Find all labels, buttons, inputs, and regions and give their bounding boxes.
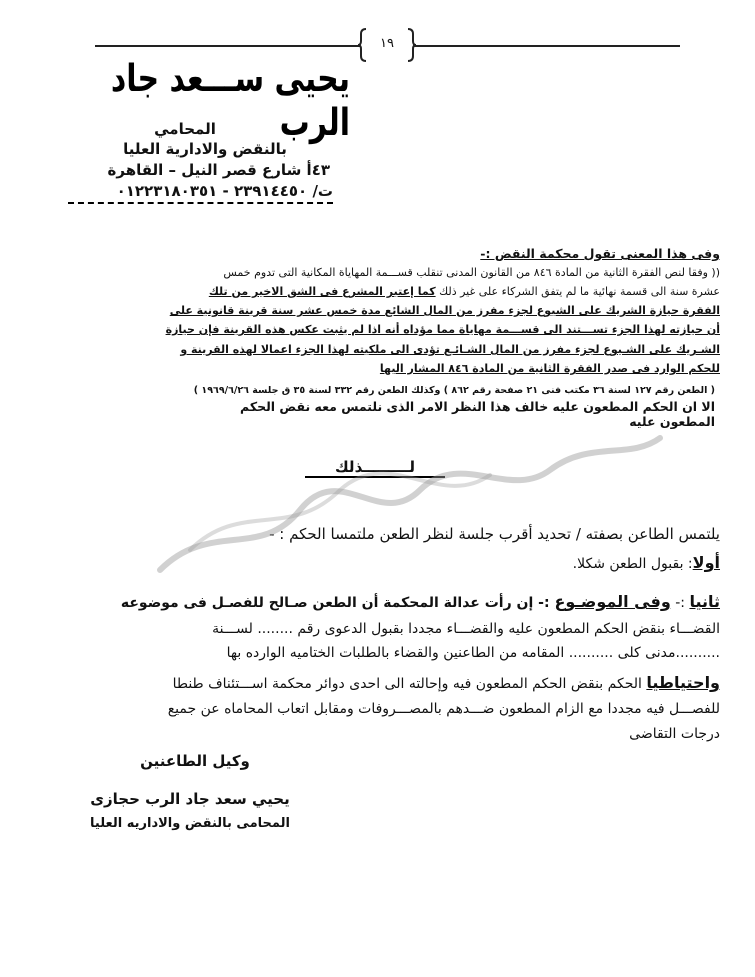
request-backup-line-3: درجات التقاضى bbox=[629, 726, 720, 742]
request-second-line-3: ..........مدنى كلى .......... المقامه من الطاعنين والقضاء بالطلبات الختاميه الوارده بها bbox=[226, 645, 720, 661]
quote-line-4 bbox=[70, 323, 720, 336]
lawyer-phone: ت/ ٢٣٩١٤٤٥٠ - ٠١٢٢٣١٨٠٣٥١ bbox=[68, 182, 333, 204]
quote-line-1: (( وفقا لنص الفقرة الثانية من المادة ٨٤٦ من القانون المدنى تنقلب قســـمة المهاياة المكانية التى تدوم خمس bbox=[223, 266, 720, 279]
request-second-sub: وفى الموضـوع bbox=[554, 592, 671, 611]
lawyer-courts: بالنقض والادارية العليا bbox=[123, 140, 287, 158]
request-backup-line-2: للفصـــل فيه مجددا مع الزام المطعون ضـــدهم بالمصـــروفات ومقابل اتعاب المحاماه عن جميع bbox=[167, 701, 720, 717]
page-number: ١٩ bbox=[380, 36, 394, 51]
lawyer-title: المحامي bbox=[154, 120, 216, 138]
quote-line-5-text: الشـريك على الشـيوع لجزء مفرز من المال الشـائـع تؤدى الى ملكيته لهذا الجزء اعمالا لهذه القرينة و bbox=[180, 343, 720, 356]
request-first-text: : بقبول الطعن شكلا. bbox=[572, 556, 693, 572]
request-first bbox=[70, 553, 720, 572]
quote-conclusion: الا ان الحكم المطعون عليه خالف هذا النظر الامر الذى نلتمس معه نقض الحكم المطعون عليه bbox=[240, 399, 715, 429]
signature-name: يحيي سعد جاد الرب حجازى bbox=[90, 790, 290, 808]
lawyer-name-heading: يحيى ســـعد جاد الرب bbox=[110, 57, 350, 145]
case-reference: ( الطعن رقم ١٢٧ لسنة ٣٦ مكتب فنى ٢١ صفحة رقم ٨٦٢ ) وكذلك الطعن رقم ٣٣٢ لسنة ٣٥ ق جلسة ١٩٦٩/٦/٢٦ ) bbox=[193, 385, 715, 396]
request-intro: يلتمس الطاعن بصفته / تحديد أقرب جلسة لنظر الطعن ملتمسا الحكم : - bbox=[269, 525, 720, 543]
section-heading-therefore: لـــــــــذلك bbox=[305, 458, 445, 478]
quote-line-6-text: للحكم الوارد فى صدر الفقرة الثانية من المادة ٨٤٦ المشار اليها bbox=[379, 362, 720, 375]
quote-line-6 bbox=[70, 362, 720, 375]
signature-title: المحامى بالنقض والاداريه العليا bbox=[90, 816, 290, 831]
request-second-text: :- إن رأت عدالة المحكمة أن الطعن صـالح للفصـل فى موضوعه bbox=[120, 595, 555, 611]
request-first-label: أولا bbox=[692, 553, 720, 572]
request-backup-label: واحتياطيا bbox=[646, 673, 720, 692]
request-second-sep: :- bbox=[675, 595, 690, 611]
request-backup bbox=[70, 673, 720, 692]
request-second bbox=[70, 592, 720, 611]
request-second-label: ثانيا bbox=[689, 592, 720, 611]
header-rule-right bbox=[414, 45, 680, 47]
request-second-line-2: القضـــاء بنقض الحكم المطعون عليه والقضـــاء مجددا بقبول الدعوى رقم ........ لســـنة bbox=[212, 621, 720, 637]
lawyer-address: ٤٣أ شارع قصر النيل – القاهرة bbox=[107, 161, 330, 179]
quote-line-2-plain: عشرة سنة الى قسمة نهائية ما لم يتفق الشركاء على غير ذلك bbox=[439, 285, 720, 298]
page-number-box bbox=[358, 28, 416, 62]
header-rule-left bbox=[95, 45, 360, 47]
quote-line-2 bbox=[70, 285, 720, 298]
quote-line-3 bbox=[70, 304, 720, 317]
signature-role: وكيل الطاعنين bbox=[140, 752, 250, 770]
quote-line-3-text: الفقرة حيازة الشريك على الشيوع لجزء مفرز من المال الشائع مدة خمس عشر سنة قرينة قانونية على bbox=[169, 304, 720, 317]
request-backup-text: الحكم بنقض الحكم المطعون فيه وإحالته الى احدى دوائر محكمة اســـتئناف طنطا bbox=[172, 676, 647, 692]
quote-line-2-bold: كما إعتبر المشرع فى الشق الاخير من تلك bbox=[208, 285, 436, 298]
quote-line-5 bbox=[70, 343, 720, 356]
quote-line-4-text: أن حيازته لهذا الجزء تســـتند الى قســـمة مهاياة مما مؤداه أنه اذا لم يثبت عكس هذه القرينة فإن حيازة bbox=[165, 323, 720, 336]
quote-heading: وفى هذا المعنى تقول محكمة النقض :- bbox=[480, 246, 720, 261]
